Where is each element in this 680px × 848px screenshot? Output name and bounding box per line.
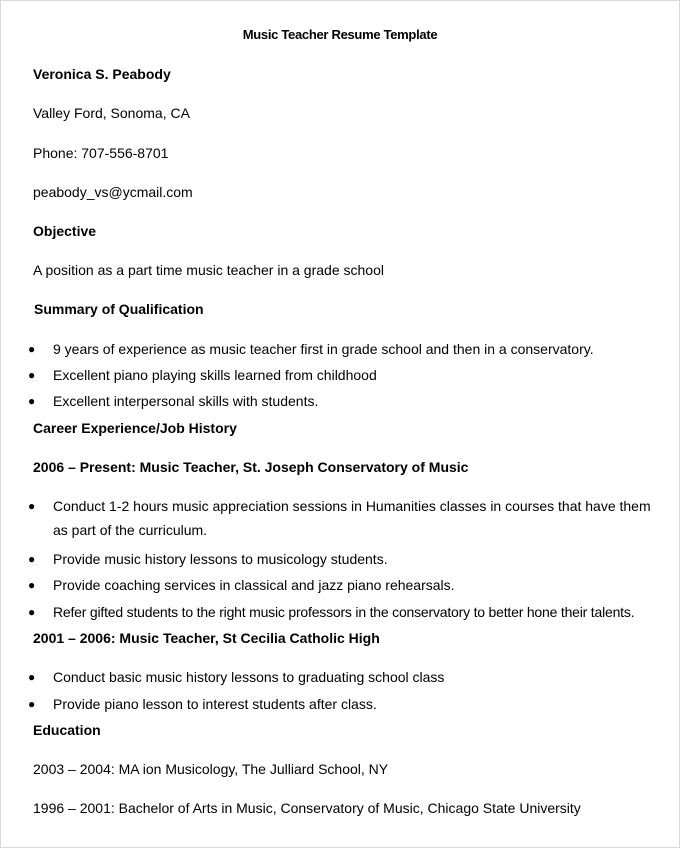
objective-text: A position as a part time music teacher in a grade school <box>33 262 384 278</box>
list-item-text: Excellent piano playing skills learned from childhood <box>53 367 377 383</box>
list-item-text: Provide coaching services in classical and jazz piano rehearsals. <box>53 577 455 593</box>
summary-heading: Summary of Qualification <box>34 301 204 317</box>
email: peabody_vs@ycmail.com <box>33 184 193 200</box>
document-title: Music Teacher Resume Template <box>242 27 438 42</box>
job-header: 2001 – 2006: Music Teacher, St Cecilia Catholic High <box>33 630 380 646</box>
bullet-icon: ● <box>28 499 36 513</box>
bullet-icon: ● <box>28 368 36 382</box>
phone: Phone: 707-556-8701 <box>33 145 169 161</box>
career-heading: Career Experience/Job History <box>33 420 237 436</box>
list-item-text: Provide music history lessons to musicology students. <box>53 551 388 567</box>
education-heading: Education <box>33 722 101 738</box>
candidate-name: Veronica S. Peabody <box>33 66 171 82</box>
bullet-icon: ● <box>28 394 36 408</box>
list-item-text: 9 years of experience as music teacher first in grade school and then in a conservatory. <box>53 341 594 357</box>
bullet-icon: ● <box>28 552 36 566</box>
list-item-text-continued: as part of the curriculum. <box>53 522 208 538</box>
address: Valley Ford, Sonoma, CA <box>33 105 190 121</box>
education-entry: 2003 – 2004: MA ion Musicology, The Julliard School, NY <box>33 761 389 777</box>
list-item-text: Provide piano lesson to interest students after class. <box>53 696 377 712</box>
bullet-icon: ● <box>28 578 36 592</box>
list-item-text: Conduct 1-2 hours music appreciation sessions in Humanities classes in courses that have them <box>53 498 651 514</box>
list-item-text: Conduct basic music history lessons to graduating school class <box>53 669 445 685</box>
bullet-icon: ● <box>28 342 36 356</box>
objective-heading: Objective <box>33 223 97 239</box>
job-header: 2006 – Present: Music Teacher, St. Joseph Conservatory of Music <box>33 459 469 475</box>
bullet-icon: ● <box>28 670 36 684</box>
list-item-text: Refer gifted students to the right music professors in the conservatory to better hone their talents. <box>53 604 635 620</box>
list-item-text: Excellent interpersonal skills with students. <box>53 393 319 409</box>
bullet-icon: ● <box>28 697 36 711</box>
bullet-icon: ● <box>28 605 36 619</box>
education-entry: 1996 – 2001: Bachelor of Arts in Music, Conservatory of Music, Chicago State University <box>33 800 581 816</box>
